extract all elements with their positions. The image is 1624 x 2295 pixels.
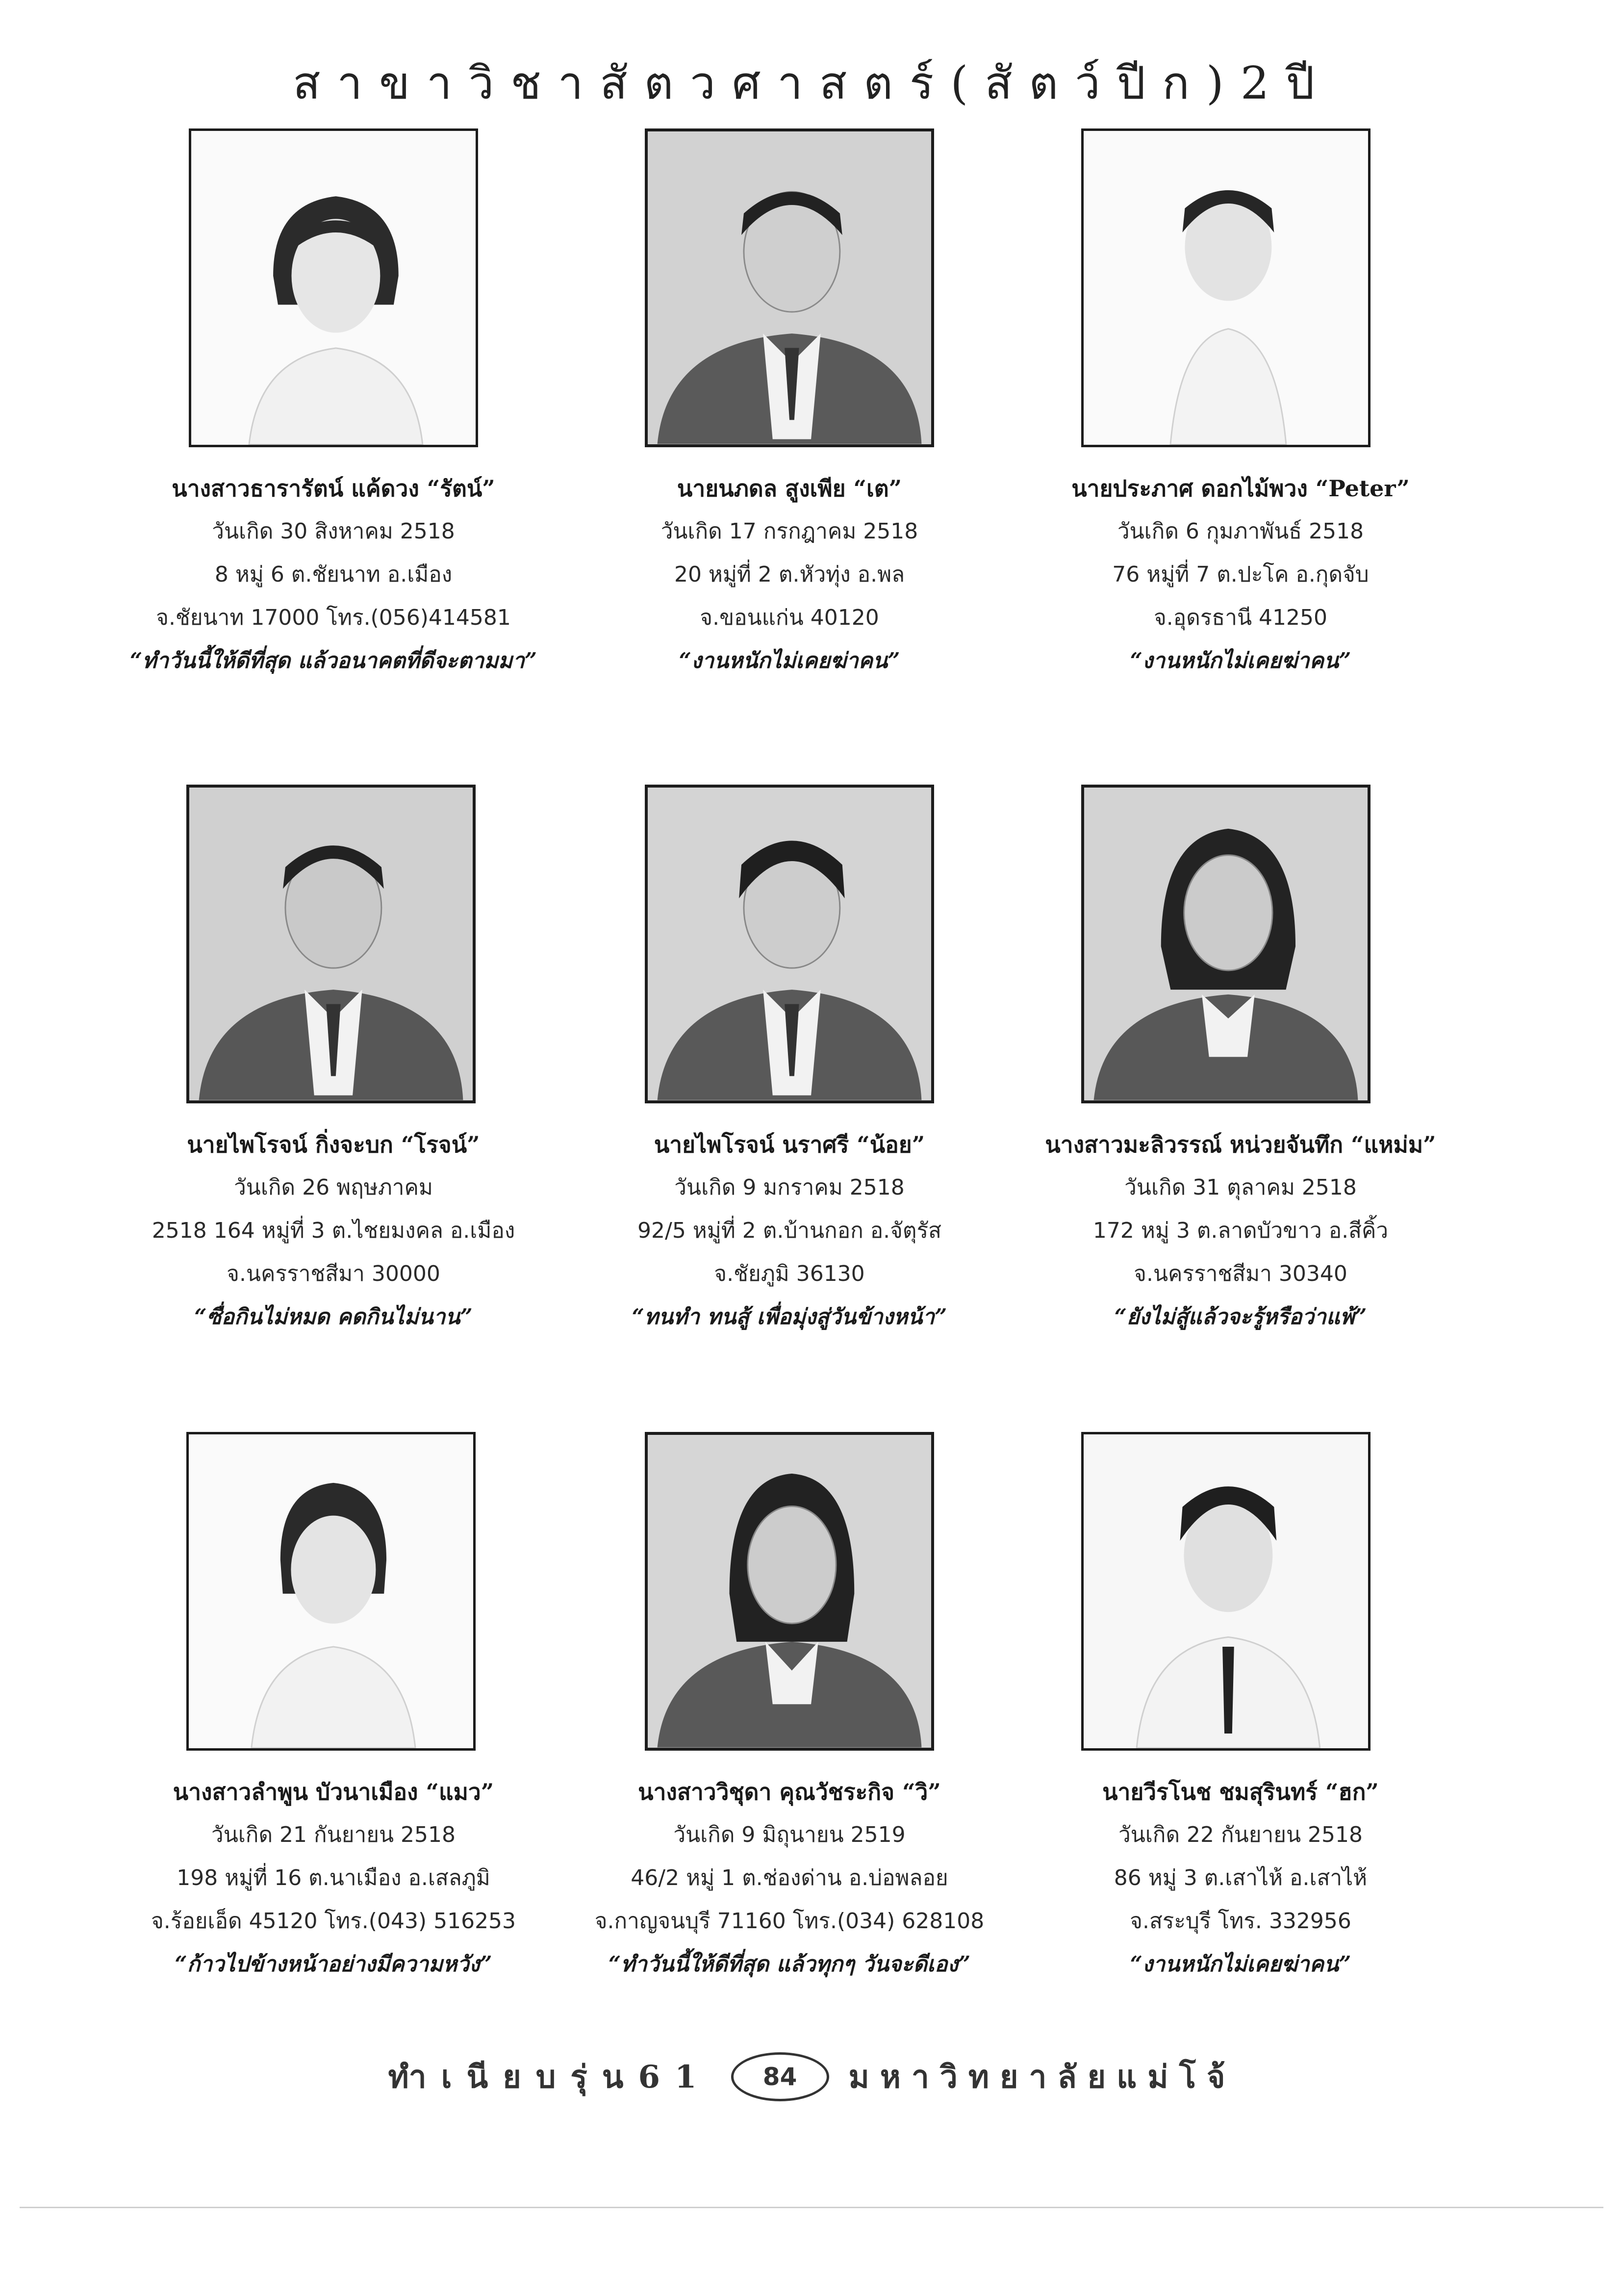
student-photo-1 (189, 128, 478, 447)
student-birthdate: วันเกิด 30 สิงหาคม 2518 (212, 519, 455, 544)
student-address-province: จ.นครราชสีมา 30340 (1134, 1261, 1347, 1286)
student-birthdate: วันเกิด 9 มิถุนายน 2519 (673, 1822, 906, 1847)
student-motto: “ซื่อกินไม่หมด คดกินไม่นาน” (194, 1304, 473, 1329)
student-birthdate: วันเกิด 6 กุมภาพันธ์ 2518 (1117, 519, 1364, 544)
student-address: 86 หมู่ 3 ต.เสาไห้ อ.เสาไห้ (1114, 1865, 1368, 1890)
student-address-province: จ.นครราชสีมา 30000 (227, 1261, 440, 1286)
student-photo-5 (645, 785, 934, 1103)
student-name: นางสาวมะลิวรรณ์ หน่วยจันทึก “แหม่ม” (1045, 1131, 1436, 1158)
student-birthdate: วันเกิด 22 กันยายน 2518 (1118, 1822, 1363, 1847)
portrait-icon (1084, 788, 1368, 1100)
student-name: นางสาวลำพูน บัวนาเมือง “แมว” (173, 1779, 494, 1805)
student-info-9 (995, 1770, 1486, 1986)
student-birthdate: วันเกิด 17 กรกฎาคม 2518 (660, 519, 918, 544)
student-photo-9 (1081, 1432, 1370, 1751)
student-motto: “ก้าวไปข้างหน้าอย่างมีความหวัง” (175, 1952, 492, 1977)
student-motto: “ทำวันนี้ให้ดีที่สุด แล้วอนาคตที่ดีจะตามมา” (129, 648, 537, 673)
student-motto: “งานหนักไม่เคยฆ่าคน” (1130, 648, 1351, 673)
student-address: 20 หมู่ที่ 2 ต.หัวทุ่ง อ.พล (674, 562, 905, 587)
student-motto: “ยังไม่สู้แล้วจะรู้หรือว่าแพ้” (1114, 1304, 1367, 1329)
student-address: 46/2 หมู่ 1 ต.ช่องด่าน อ.บ่อพลอย (631, 1865, 948, 1890)
portrait-icon (1084, 1434, 1368, 1748)
student-photo-6 (1081, 785, 1370, 1103)
portrait-icon (648, 1435, 931, 1748)
portrait-icon (648, 788, 931, 1100)
student-photo-2 (645, 128, 934, 447)
student-info-3 (995, 467, 1486, 683)
footer-yearbook-title: ทำเนียบรุ่น61 (388, 2059, 711, 2095)
portrait-icon (1084, 131, 1368, 445)
student-birthdate: วันเกิด 31 ตุลาคม 2518 (1124, 1175, 1357, 1200)
student-photo-4 (186, 785, 476, 1103)
page-number: 84 (731, 2052, 829, 2101)
student-address-province: จ.สระบุรี โทร. 332956 (1130, 1909, 1351, 1934)
student-address: 198 หมู่ที่ 16 ต.นาเมือง อ.เสลภูมิ (177, 1865, 490, 1890)
student-info-1 (88, 467, 579, 683)
student-birthdate: วันเกิด 9 มกราคม 2518 (674, 1175, 905, 1200)
portrait-icon (648, 131, 931, 444)
student-address-province: จ.กาญจนบุรี 71160 โทร.(034) 628108 (594, 1909, 985, 1934)
student-motto: “ทำวันนี้ให้ดีที่สุด แล้วทุกๆ วันจะดีเอง” (608, 1952, 971, 1977)
student-info-8 (544, 1770, 1035, 1986)
student-info-4 (88, 1123, 579, 1339)
student-motto: “งานหนักไม่เคยฆ่าคน” (1130, 1952, 1351, 1977)
student-address: 2518 164 หมู่ที่ 3 ต.ไชยมงคล อ.เมือง (152, 1218, 515, 1243)
student-info-6 (995, 1123, 1486, 1339)
student-birthdate: วันเกิด 26 พฤษภาคม (234, 1175, 433, 1200)
student-name: นางสาววิชุดา คุณวัชระกิจ “วิ” (638, 1779, 941, 1805)
student-info-5 (544, 1123, 1035, 1339)
student-photo-3 (1081, 128, 1370, 447)
page-footer (0, 2050, 1624, 2104)
student-address: 92/5 หมู่ที่ 2 ต.บ้านกอก อ.จัตุรัส (637, 1218, 941, 1243)
student-name: นายไพโรจน์ นราศรี “น้อย” (654, 1131, 925, 1158)
student-birthdate: วันเกิด 21 กันยายน 2518 (211, 1822, 456, 1847)
student-address: 76 หมู่ที่ 7 ต.ปะโค อ.กุดจับ (1112, 562, 1369, 587)
portrait-icon (189, 788, 473, 1100)
student-name: นายวีรโนช ชมสุรินทร์ “ฮก” (1102, 1779, 1379, 1805)
student-info-7 (88, 1770, 579, 1986)
student-motto: “ทนทำ ทนสู้ เพื่อมุ่งสู่วันข้างหน้า” (632, 1304, 947, 1329)
portrait-icon (189, 1434, 473, 1748)
portrait-icon (191, 131, 476, 445)
page-title: สาขาวิชาสัตวศาสตร์(สัตว์ปีก)2ปี (293, 57, 1331, 109)
student-info-2 (544, 467, 1035, 683)
student-address-province: จ.ชัยภูมิ 36130 (714, 1261, 865, 1286)
footer-university-name: มหาวิทยาลัยแม่โจ้ (848, 2059, 1236, 2095)
student-address-province: จ.ขอนแก่น 40120 (700, 605, 879, 630)
student-address-province: จ.ชัยนาท 17000 โทร.(056)414581 (156, 605, 511, 630)
student-motto: “งานหนักไม่เคยฆ่าคน” (679, 648, 900, 673)
student-photo-7 (186, 1432, 476, 1751)
student-address: 172 หมู่ 3 ต.ลาดบัวขาว อ.สีคิ้ว (1092, 1218, 1389, 1243)
student-name: นายประภาศ ดอกไม้พวง “Peter” (1071, 475, 1410, 502)
student-address: 8 หมู่ 6 ต.ชัยนาท อ.เมือง (214, 562, 453, 587)
student-photo-8 (645, 1432, 934, 1751)
student-name: นายไพโรจน์ กิ่งจะบก “โรจน์” (187, 1131, 480, 1158)
bottom-divider (20, 2207, 1603, 2208)
student-name: นายนภดล สูงเพีย “เต” (677, 475, 902, 502)
student-address-province: จ.ร้อยเอ็ด 45120 โทร.(043) 516253 (151, 1909, 516, 1934)
student-name: นางสาวธารารัตน์ แค้ดวง “รัตน์” (172, 475, 495, 502)
student-address-province: จ.อุดรธานี 41250 (1154, 605, 1327, 630)
